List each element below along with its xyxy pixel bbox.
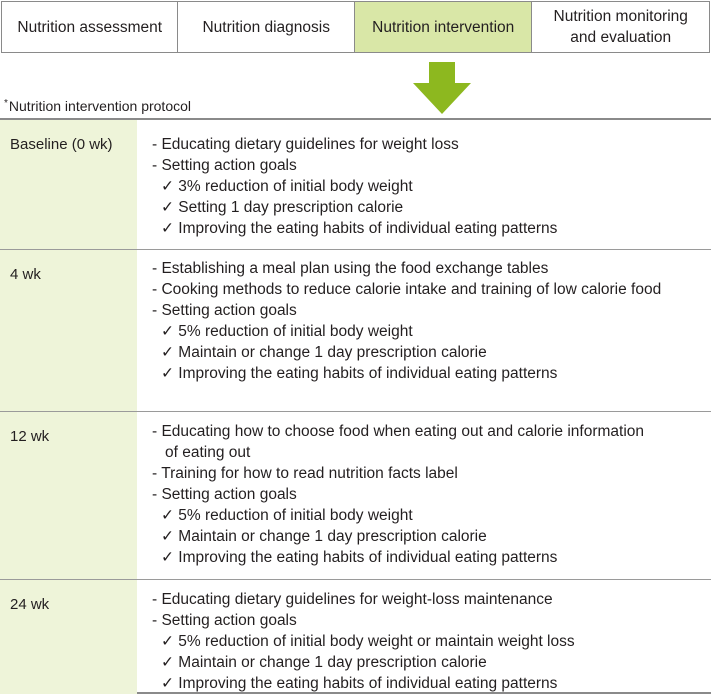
- checklist-item: ✓ 3% reduction of initial body weight: [161, 178, 413, 195]
- checklist-item: ✓ 5% reduction of initial body weight or maintain weight loss: [161, 633, 575, 650]
- phase-label: 12 wk: [0, 412, 137, 579]
- step-nutrition-monitoring-evaluation: [532, 2, 709, 52]
- checklist-item: ✓ 5% reduction of initial body weight: [161, 507, 413, 524]
- list-item: - Setting action goals: [152, 302, 297, 319]
- step-nutrition-intervention: [355, 2, 532, 52]
- phase-items: [152, 134, 705, 239]
- step-nutrition-assessment: [2, 2, 178, 52]
- step-label: Nutrition monitoring and evaluation: [553, 8, 688, 46]
- list-item: - Educating dietary guidelines for weight-loss maintenance: [152, 591, 553, 608]
- footnote-marker: *: [4, 98, 8, 109]
- checklist-item: ✓ 5% reduction of initial body weight: [161, 323, 413, 340]
- phase-items: [152, 421, 705, 568]
- list-item: - Training for how to read nutrition facts label: [152, 465, 458, 482]
- list-item: - Educating how to choose food when eating out and calorie information: [152, 423, 645, 440]
- checklist-item: ✓ Setting 1 day prescription calorie: [161, 199, 404, 216]
- table-row-4wk: [0, 249, 711, 411]
- checklist-item: ✓ Maintain or change 1 day prescription calorie: [161, 654, 487, 671]
- phase-items: [152, 258, 705, 384]
- step-label: Nutrition diagnosis: [202, 18, 330, 36]
- table-row-12wk: [0, 411, 711, 579]
- phase-items: [152, 589, 705, 694]
- list-item-continuation: of eating out: [165, 444, 251, 461]
- step-label: Nutrition assessment: [17, 18, 163, 36]
- list-item: - Setting action goals: [152, 612, 297, 629]
- checklist-item: ✓ Maintain or change 1 day prescription calorie: [161, 528, 487, 545]
- table-row-24wk: [0, 579, 711, 694]
- protocol-title-text: Nutrition intervention protocol: [8, 98, 192, 114]
- step-label: Nutrition intervention: [372, 18, 515, 36]
- step-nutrition-diagnosis: [178, 2, 354, 52]
- list-item: - Cooking methods to reduce calorie intake and training of low calorie food: [152, 281, 662, 298]
- list-item: - Establishing a meal plan using the food exchange tables: [152, 260, 549, 277]
- phase-label: Baseline (0 wk): [0, 120, 137, 249]
- list-item: - Setting action goals: [152, 486, 297, 503]
- phase-label: 4 wk: [0, 250, 137, 411]
- checklist-item: ✓ Improving the eating habits of individual eating patterns: [161, 675, 558, 692]
- down-arrow-icon: [413, 62, 471, 114]
- checklist-item: ✓ Improving the eating habits of individual eating patterns: [161, 220, 558, 237]
- process-steps-bar: [1, 1, 710, 53]
- table-row-baseline: [0, 120, 711, 249]
- list-item: - Educating dietary guidelines for weight loss: [152, 136, 459, 153]
- list-item: - Setting action goals: [152, 157, 297, 174]
- checklist-item: ✓ Improving the eating habits of individual eating patterns: [161, 549, 558, 566]
- checklist-item: ✓ Maintain or change 1 day prescription calorie: [161, 344, 487, 361]
- protocol-title: [4, 98, 191, 114]
- protocol-table: [0, 118, 711, 694]
- phase-label: 24 wk: [0, 580, 137, 694]
- checklist-item: ✓ Improving the eating habits of individual eating patterns: [161, 365, 558, 382]
